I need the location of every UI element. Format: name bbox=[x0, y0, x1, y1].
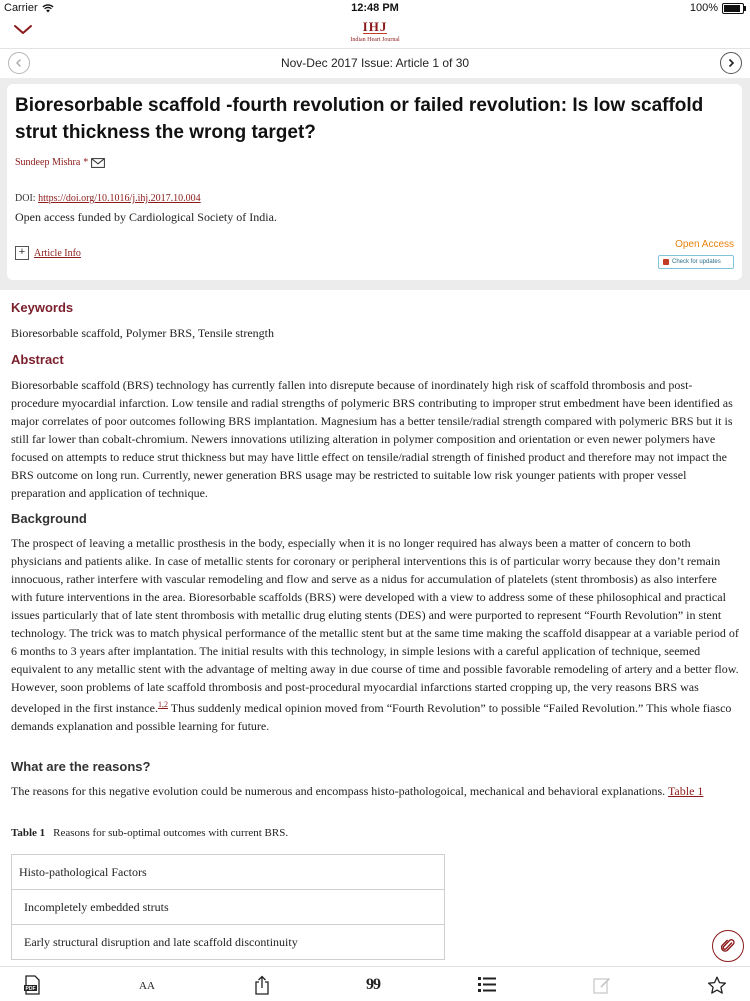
reasons-text bbox=[11, 782, 739, 800]
article-info-label: Article Info bbox=[34, 247, 81, 259]
reasons-table bbox=[11, 854, 445, 960]
logo-subtitle: Indian Heart Journal bbox=[350, 37, 400, 43]
mail-icon[interactable] bbox=[91, 158, 105, 168]
battery-info bbox=[690, 2, 744, 14]
table-1-link[interactable]: Table 1 bbox=[667, 784, 704, 798]
doi-link[interactable]: https://doi.org/10.1016/j.ihj.2017.10.004 bbox=[38, 193, 201, 204]
crossmark-icon bbox=[663, 259, 669, 265]
text-size-button[interactable] bbox=[136, 974, 158, 996]
author-mark: * bbox=[83, 157, 89, 168]
text-size-icon bbox=[139, 976, 155, 994]
share-button[interactable] bbox=[252, 974, 272, 996]
check-updates-button[interactable] bbox=[658, 255, 734, 269]
article-header-card bbox=[7, 84, 742, 280]
logo-mark: IHJ bbox=[362, 19, 388, 34]
annotate-button[interactable] bbox=[712, 930, 744, 962]
reasons-heading: What are the reasons? bbox=[11, 759, 151, 774]
background-heading: Background bbox=[11, 511, 87, 526]
background-text bbox=[11, 534, 739, 735]
keywords-text: Bioresorbable scaffold, Polymer BRS, Tensile strength bbox=[11, 326, 275, 340]
edit-note-icon bbox=[593, 976, 611, 994]
open-access-badge: Open Access bbox=[675, 239, 734, 250]
bottom-toolbar bbox=[0, 966, 750, 1001]
check-updates-label: Check for updates bbox=[672, 259, 721, 265]
reasons-paragraph: The reasons for this negative evolution could be numerous and encompass histo-pathologoical, mechanical and behavioral explanations. bbox=[11, 784, 668, 798]
table-caption bbox=[11, 827, 288, 839]
text-size-glyph: AA bbox=[139, 980, 155, 992]
plus-icon: + bbox=[15, 246, 29, 260]
article-info-toggle[interactable] bbox=[15, 246, 81, 260]
article-nav-bar bbox=[0, 48, 750, 79]
funding-note: Open access funded by Cardiological Society of India. bbox=[15, 210, 277, 224]
doi-line bbox=[15, 193, 201, 204]
article-title: Bioresorbable scaffold -fourth revolution or failed revolution: Is low scaffold strut thickness the wrong target? bbox=[15, 95, 704, 143]
abstract-text: Bioresorbable scaffold (BRS) technology has currently fallen into disrepute because of inordinately high risk of scaffold thrombosis and post-procedure myocardial infarction. Low tensile and radial strengths of polymeric BRS contributing to improper strut embedment have been identified as major correlates of poor outcomes following BRS implantation. Magnesium has a better tensile/radial strength compared with polymeric BRS but it is still far lower than cobalt-chromium. Newers innovations utilizing alteration in polymer composition and orientation or even newer polymers have focused on attempts to reduce strut thickness but may have little effect on tensile/radial strength of finished product and therefore may not impact the BRS outcome on long run. Currently, newer generation BRS usage may be restricted to suitable low risk younger patients with proper vessel preparation and application of technique. bbox=[11, 378, 733, 500]
outline-button[interactable] bbox=[476, 974, 498, 996]
author-line bbox=[15, 157, 105, 168]
chevron-right-icon bbox=[726, 58, 736, 68]
status-bar bbox=[0, 0, 750, 16]
table-row: Early structural disruption and late scaffold discontinuity bbox=[12, 925, 444, 960]
author-name[interactable]: Sundeep Mishra bbox=[15, 157, 81, 168]
carrier-label: Carrier bbox=[4, 2, 38, 14]
background-paragraph: The prospect of leaving a metallic prosthesis in the body, especially when it is no longer required has always been a matter of concern to both physicians and patients alike. In case of metallic stents for coronary or peripheral interventions this is of particular worry because they don’t remain innocuous, rather interfere with vascular remodeling and flow and serve as a nidus for accumulation of platelets (stent thrombosis) as also interfere with future interventions in the area. Bioresorbable scaffolds (BRS) were developed with a view to address some of these philosophical and practical issues particularly that of late stent thrombosis with metallic drug eluting stents (DES) and were purported to represent “Fourth Revolution” in stent technology. The trick was to match physical performance of the metallic stent but at the same time making the scaffold disappear at a variable period of 6 months to 3 years after implantation. The initial results with this technology, in simple lesions with a careful application of technique, seemed equivalent to any metallic stent with the advantage of melting away in due course of time and possible favorable remodeling of artery and a better flow. However, soon problems of late scaffold thrombosis and post-procedural myocardial infarctions started cropping up, the very reasons BRS was developed in the first instance. bbox=[11, 536, 739, 715]
battery-icon bbox=[722, 3, 744, 14]
next-article-button[interactable] bbox=[720, 52, 742, 74]
paperclip-icon bbox=[721, 938, 735, 954]
star-icon bbox=[707, 976, 727, 995]
notes-button[interactable] bbox=[592, 974, 612, 996]
quote-icon: 99 bbox=[366, 976, 380, 993]
table-caption-text: Reasons for sub-optimal outcomes with current BRS. bbox=[53, 827, 289, 839]
table-row: Histo-pathological Factors bbox=[12, 855, 444, 890]
pdf-button[interactable] bbox=[22, 974, 42, 996]
journal-logo bbox=[0, 18, 750, 43]
pdf-icon bbox=[23, 975, 41, 995]
doi-label: DOI: bbox=[15, 193, 39, 204]
share-icon bbox=[254, 975, 270, 995]
keywords-heading: Keywords bbox=[11, 300, 74, 315]
background-paragraph-cont: Thus suddenly medical opinion moved from “Fourth Revolution” to possible “Failed Revolution.” This whole fiasco demands explanation and possible learning for future. bbox=[11, 701, 732, 733]
abstract-heading: Abstract bbox=[11, 352, 64, 367]
issue-article-counter: Nov-Dec 2017 Issue: Article 1 of 30 bbox=[280, 56, 470, 70]
clock: 12:48 PM bbox=[351, 2, 399, 14]
battery-percent: 100% bbox=[689, 2, 718, 14]
table-caption-label: Table 1 bbox=[11, 827, 46, 839]
app-header bbox=[0, 16, 750, 44]
list-icon bbox=[477, 976, 497, 994]
cite-button[interactable] bbox=[364, 974, 382, 996]
svg-text:PDF: PDF bbox=[25, 986, 36, 992]
bookmark-button[interactable] bbox=[706, 974, 728, 996]
reference-link[interactable]: 1,2 bbox=[157, 700, 168, 709]
table-row: Incompletely embedded struts bbox=[12, 890, 444, 925]
